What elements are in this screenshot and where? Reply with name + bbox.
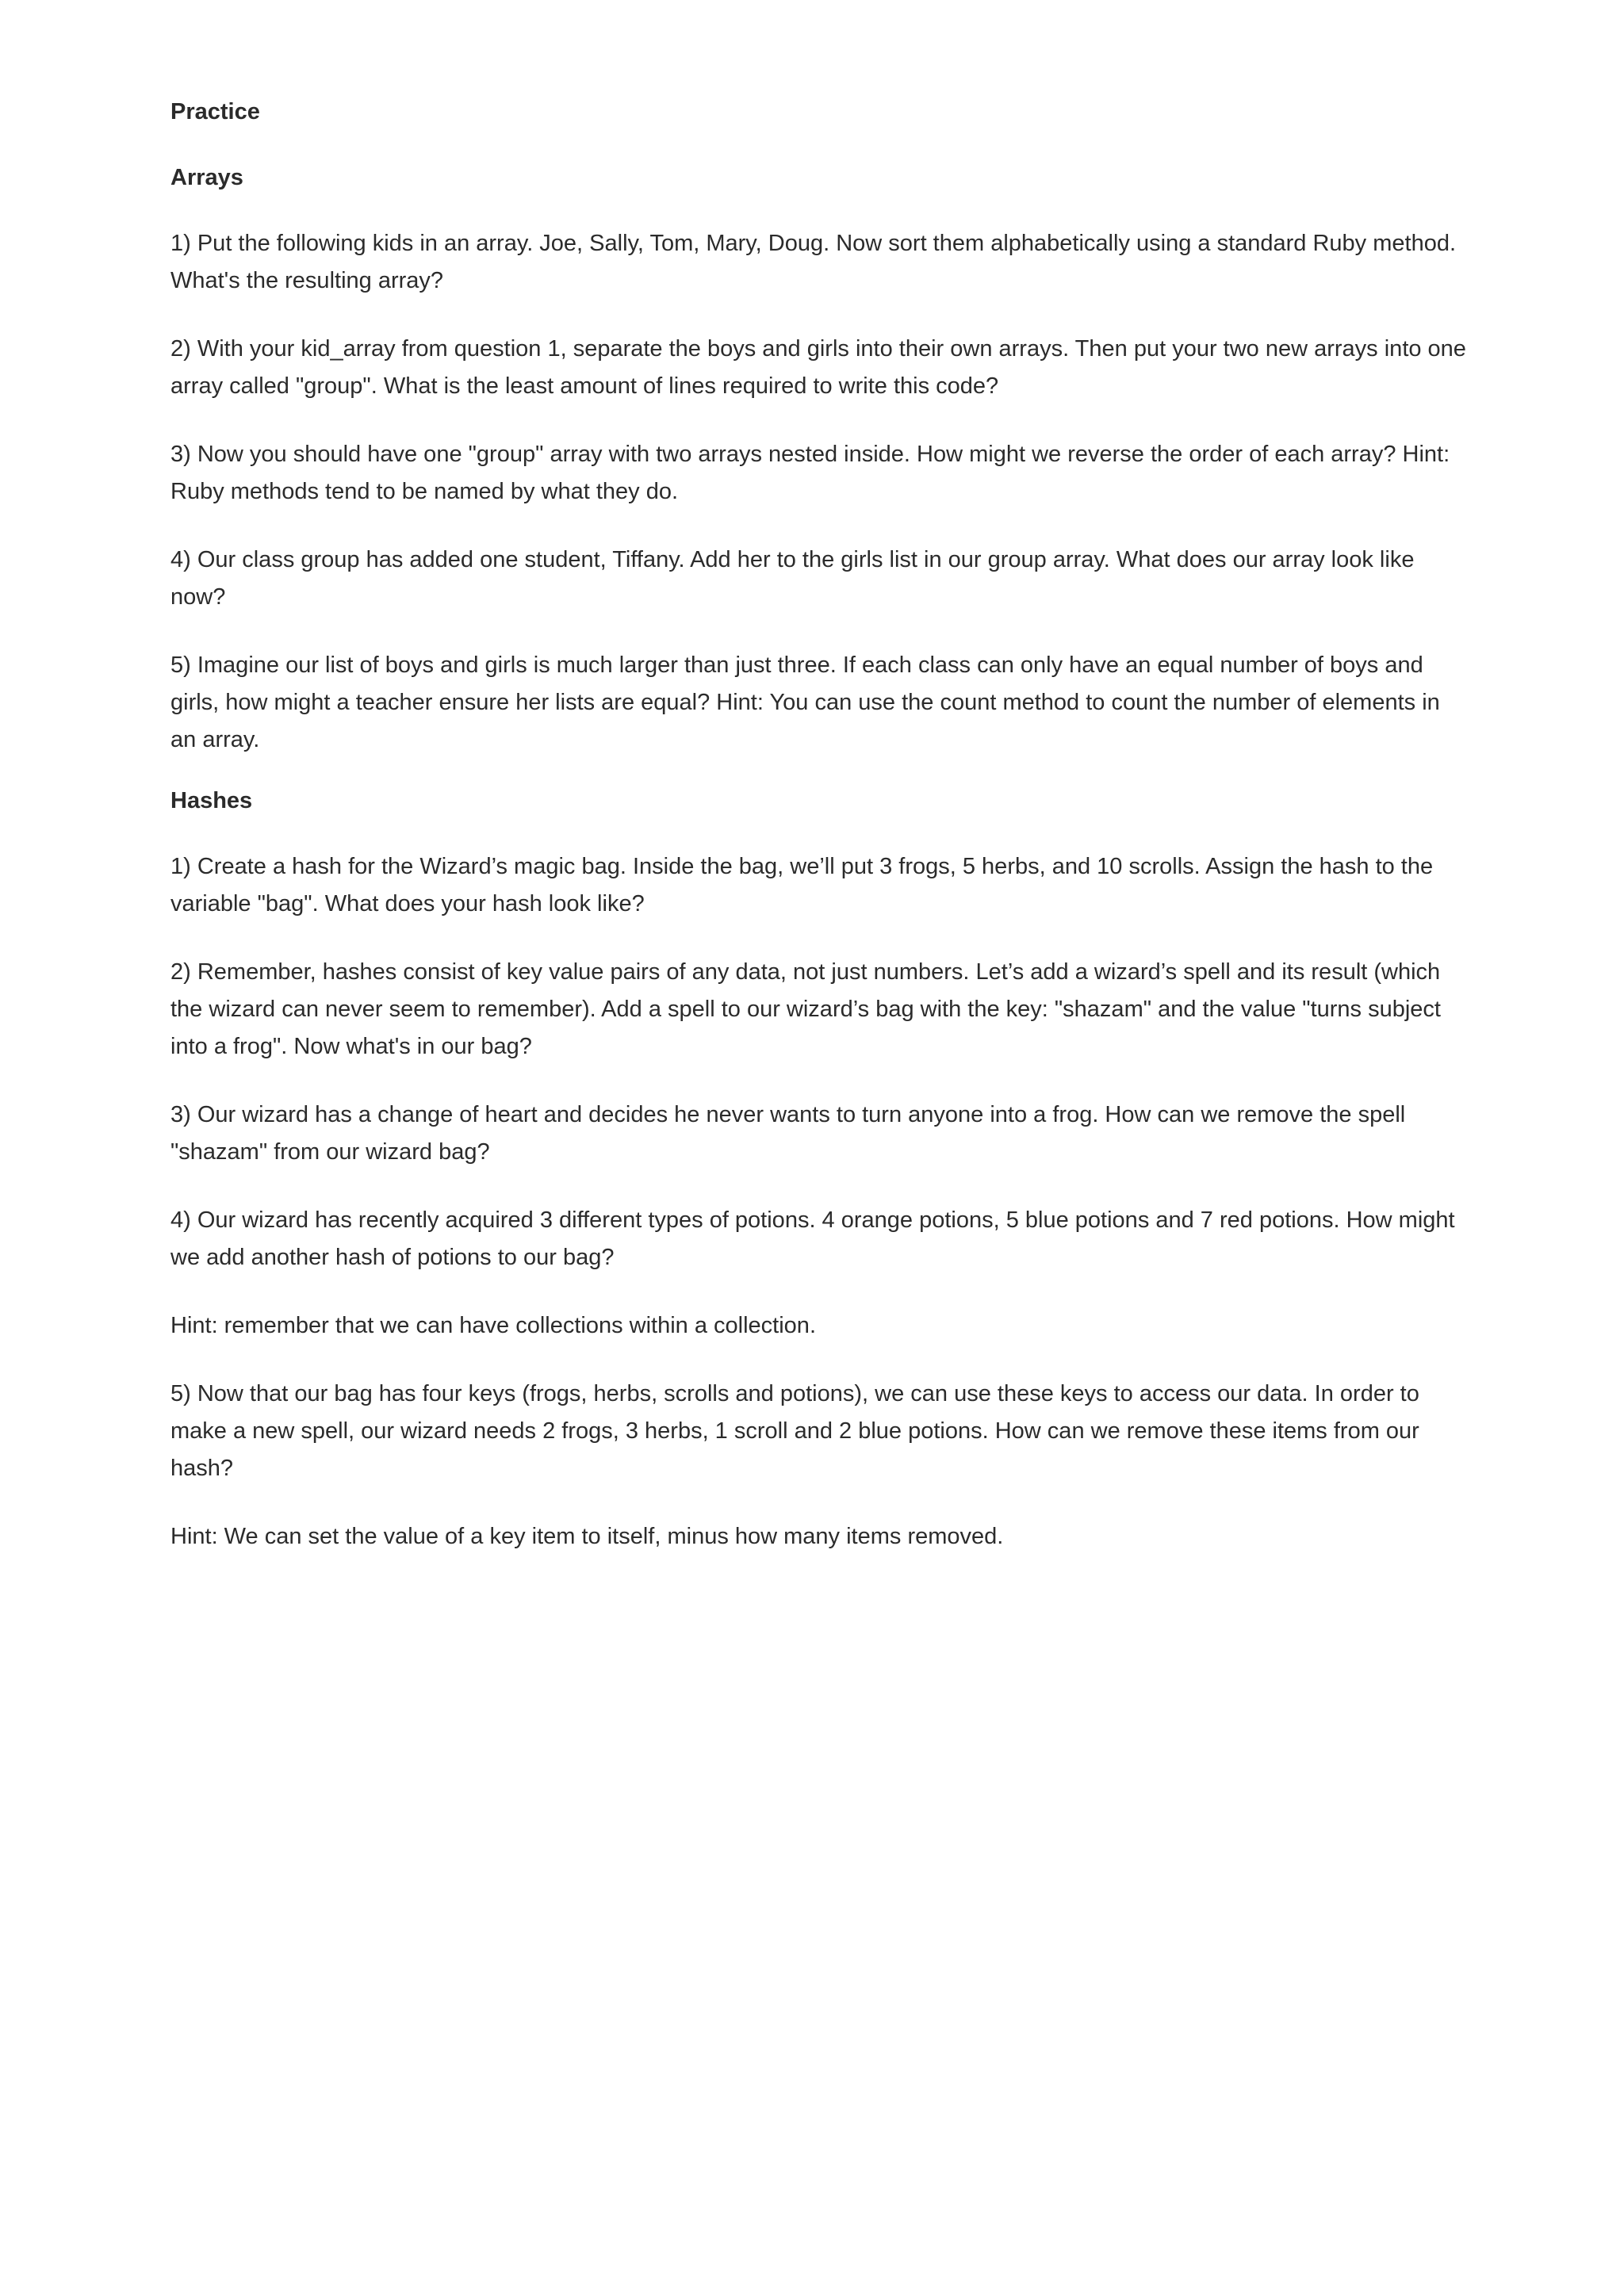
hashes-question-3: 3) Our wizard has a change of heart and decides he never wants to turn anyone into a frog. How can we remove the spell "shazam" from our wizard bag? xyxy=(170,1102,1406,1165)
document-content xyxy=(170,94,1467,1586)
arrays-question-5: 5) Imagine our list of boys and girls is much larger than just three. If each class can only have an equal number of boys and girls, how might a teacher ensure her lists are equal? Hint: You can use the count method to count the number of elements in an array. xyxy=(170,652,1440,752)
arrays-question-2: 2) With your kid_array from question 1, separate the boys and girls into their own arrays. Then put your two new arrays into one array called "group". What is the least amount of lines required to write this code? xyxy=(170,336,1466,399)
section-heading-arrays: Arrays xyxy=(170,165,243,190)
document-title: Practice xyxy=(170,99,260,124)
section-arrays xyxy=(170,159,1467,759)
hashes-question-1: 1) Create a hash for the Wizard’s magic bag. Inside the bag, we’ll put 3 frogs, 5 herbs, and 10 scrolls. Assign the hash to the variable "bag". What does your hash look like? xyxy=(170,854,1434,916)
section-hashes xyxy=(170,783,1467,1556)
arrays-question-3: 3) Now you should have one "group" array with two arrays nested inside. How might we reverse the order of each array? Hint: Ruby methods tend to be named by what they do. xyxy=(170,442,1450,504)
hashes-question-4: 4) Our wizard has recently acquired 3 different types of potions. 4 orange potions, 5 blue potions and 7 red potions. How might we add another hash of potions to our bag? xyxy=(170,1207,1455,1270)
hashes-hint-2: Hint: We can set the value of a key item to itself, minus how many items removed. xyxy=(170,1524,1004,1549)
hashes-hint-1: Hint: remember that we can have collections within a collection. xyxy=(170,1313,816,1338)
arrays-question-1: 1) Put the following kids in an array. Joe, Sally, Tom, Mary, Doug. Now sort them alphabetically using a standard Ruby method. What's the resulting array? xyxy=(170,231,1457,293)
arrays-question-4: 4) Our class group has added one student, Tiffany. Add her to the girls list in our group array. What does our array look like now? xyxy=(170,547,1415,610)
hashes-question-5: 5) Now that our bag has four keys (frogs, herbs, scrolls and potions), we can use these keys to access our data. In order to make a new spell, our wizard needs 2 frogs, 3 herbs, 1 scroll and 2 blue potions. How can we remove these items from our hash? xyxy=(170,1381,1419,1481)
section-heading-hashes: Hashes xyxy=(170,788,253,813)
hashes-question-2: 2) Remember, hashes consist of key value pairs of any data, not just numbers. Let’s add a wizard’s spell and its result (which the wizard can never seem to remember). Add a spell to our wizard’s bag with the key: "shazam" and the value "turns subject into a frog". Now what's in our bag? xyxy=(170,959,1441,1059)
